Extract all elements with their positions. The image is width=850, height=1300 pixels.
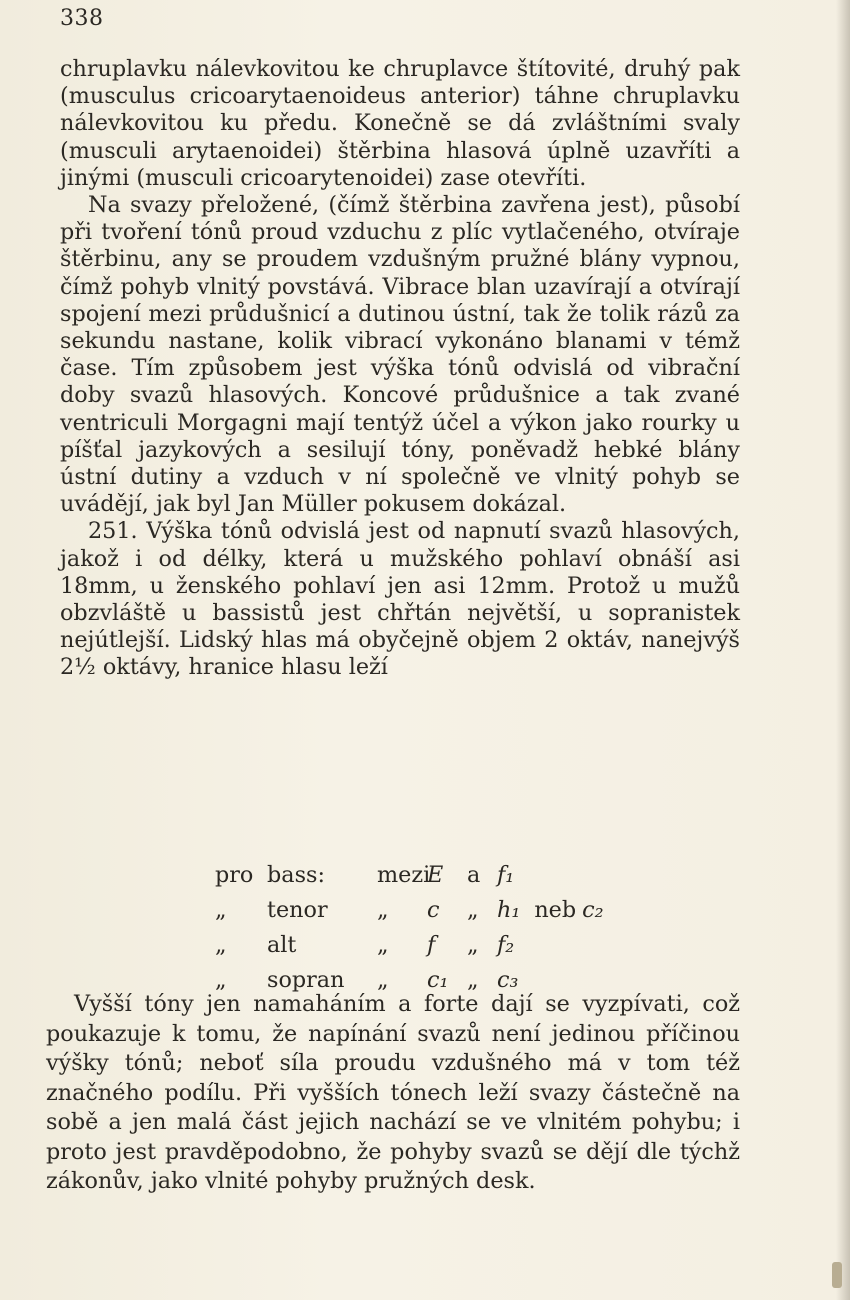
voice-range-row [215, 858, 604, 893]
range-alt-word: neb [534, 897, 577, 923]
paragraph-2: Na svazy přeložené, (čímž štěrbina zavřena jest), působí při tvoření tónů proud vzduchu z plíc vytlačeného, otvíraje štěrbinu, any se proudem vzdušným pružné blány vypnou, čímž pohyb vlnitý povstává. Vibrace blan uzavírají a otvírají spojení mezi průdušnicí a dutinou ústní, tak že tolik rázů za sekundu nastane, kolik vibrací vykonáno blanami v témž čase. Tím způsobem jest výška tónů odvislá od vibrační doby svazů hlasových. Koncové průdušnice a tak zvané ventriculi Morgagni mají tentýž účel a výkon jako rourky u píšťal jazykových a sesilují tóny, poněvadž hebké blány ústní dutiny a vzduch v ní společně ve vlnitý pohyb se uvádějí, jak byl Jan Müller pokusem dokázal. [60, 192, 740, 518]
voice-range-row [215, 893, 604, 928]
range-conj: „ [467, 897, 479, 923]
range-word: mezi [377, 862, 431, 888]
range-word: „ [377, 967, 389, 993]
page-edge-shadow [836, 0, 850, 1300]
row-prefix: „ [215, 897, 227, 923]
voice-name: sopran [267, 967, 345, 993]
voice-name: bass: [267, 862, 325, 888]
range-high: c₃ [497, 967, 519, 993]
row-prefix: „ [215, 967, 227, 993]
closing-text [46, 990, 740, 1197]
page-number: 338 [60, 6, 104, 31]
range-word: „ [377, 897, 389, 923]
range-high: f₁ [497, 862, 515, 888]
range-high: f₂ [497, 932, 515, 958]
range-conj: „ [467, 967, 479, 993]
voice-range-row [215, 928, 604, 963]
range-high: h₁ [497, 897, 521, 923]
range-conj: a [467, 862, 481, 888]
range-low: f [427, 932, 436, 958]
paragraph-3: 251. Výška tónů odvislá jest od napnutí svazů hlasových, jakož i od délky, která u mužského pohlaví obnáší asi 18mm, u ženského pohlaví jen asi 12mm. Protož u mužů obzvláště u bassistů jest chřtán největší, u sopranistek nejútlejší. Lidský hlas má obyčejně objem 2 oktáv, nanejvýš 2½ oktávy, hranice hlasu leží [60, 518, 740, 681]
range-low: c [427, 897, 440, 923]
margin-ornament [832, 1262, 842, 1288]
voice-name: tenor [267, 897, 328, 923]
paragraph-4: Vyšší tóny jen namaháním a forte dají se vyzpívati, což poukazuje k tomu, že napínání svazů není jedinou příčinou výšky tónů; neboť síla proudu vzdušného má v tom též značného podílu. Při vyšších tónech leží svazy částečně na sobě a jen malá část jejich nachází se ve vlnitém pohybu; i proto jest pravděpodobno, že pohyby svazů se dějí dle týchž zákonův, jako vlnité pohyby pružných desk. [46, 991, 740, 1194]
paragraph-1: chruplavku nálevkovitou ke chruplavce štítovité, druhý pak (musculus cricoarytaenoideus anterior) táhne chruplavku nálevkovitou ku předu. Konečně se dá zvláštními svaly (musculi arytaenoidei) štěrbina hlasová úplně uzavříti a jinými (musculi cricoarytenoidei) zase otevříti. [60, 56, 740, 191]
range-low: E [427, 862, 444, 888]
voice-name: alt [267, 932, 297, 958]
range-low: c₁ [427, 967, 449, 993]
voice-range-table [215, 858, 604, 998]
row-prefix: „ [215, 932, 227, 958]
range-word: „ [377, 932, 389, 958]
body-text [60, 56, 740, 682]
row-prefix: pro [215, 862, 254, 888]
range-conj: „ [467, 932, 479, 958]
range-alt: c₂ [582, 897, 604, 923]
